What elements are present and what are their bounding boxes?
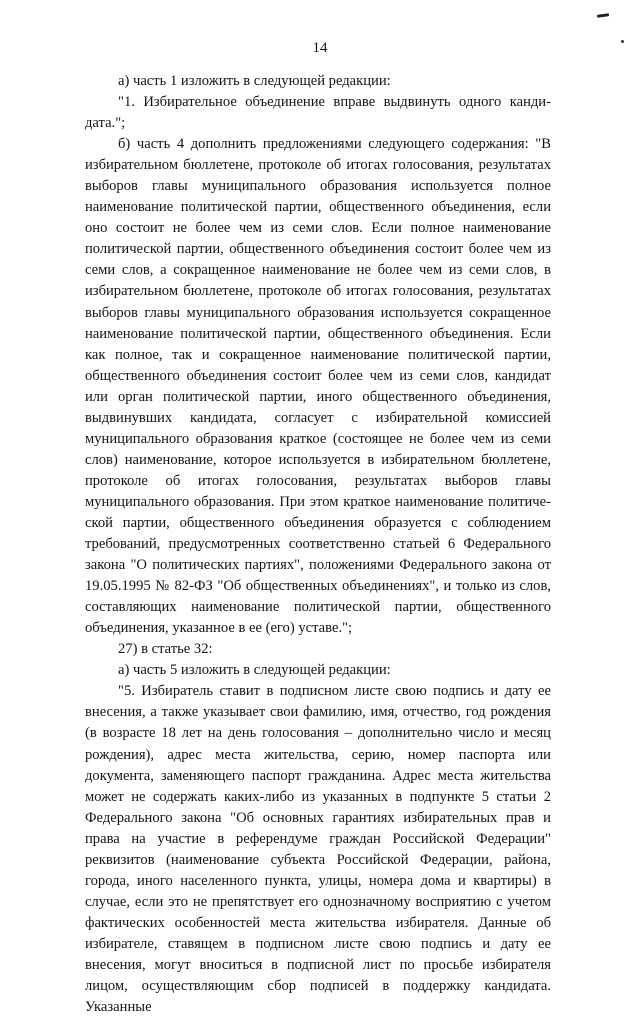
paragraph-part1-heading: а) часть 1 изложить в следующей редакции: bbox=[118, 73, 391, 89]
paragraph-part5-text: "5. Избиратель ставит в подписном листе свою подпись и дату ее внесения, а также указывает свои фамилию, имя, отчество, год рождения (в возрасте 18 лет на день голосования – дополнительно число и месяц рождения), адрес места жительства, серию, номер паспорта или документа, заменяющего паспорт гражданина. Адрес места жительства может не содержать каких-либо из указанных в подпункте 5 статьи 2 Федерального закона "Об основных гарантиях избирательных прав и права на участие в референдуме граждан Российской Федерации" реквизитов (наименование субъекта Российской Федерации, района, города, иного населенного пункта, улицы, номера дома и квартиры) в случае, если это не препятствует его однозначному восприятию с учетом фактических особенностей места жительства избирателя. Данные об избирателе, ставящем в подписном листе свою подпись и дату ее внесения, могут вноситься в подписной лист по просьбе избирателя лицом, осуществляющим сбор подписей в поддержку кандидата. Указанные bbox=[85, 683, 551, 1016]
corner-mark bbox=[597, 13, 609, 18]
page-number: 14 bbox=[312, 40, 328, 56]
paragraph-article32: 27) в статье 32: bbox=[118, 641, 213, 658]
paragraph-part1-text: "1. Избирательное объединение вправе выдвинуть одного кандидата."; bbox=[85, 94, 551, 132]
document-body bbox=[85, 71, 551, 1018]
paragraph-part5-heading: а) часть 5 изложить в следующей редакции: bbox=[118, 662, 391, 679]
paragraph-part4-amendment: б) часть 4 дополнить предложениями следующего содержания: "В избирательном бюллетене, протоколе об итогах голосования, результатах выборов главы муниципального образования используется полное наименование политической партии, общественного объединения, если оно состоит не более чем из семи слов. Если полное наименование политической партии, общественного объединения состоит более чем из семи слов, а сокращенное наименование не более чем из семи слов, в избирательном бюллетене, протоколе об итогах голосования, результатах выборов главы муниципального образования используется сокращенное наименование политической партии, общественного объединения. Если как полное, так и сокращенное наименование политической партии, общественного объединения состоит более чем из семи слов, кандидат или орган политической партии, иного общественного объединения, выдвинувших кандидата, согласует с избирательной комиссией муниципального образования краткое (состоящее не более чем из семи слов) наименование, которое используется в избирательном бюллетене, протоколе об итогах голосования, результатах выборов главы муниципального образования. При этом краткое наименование политической партии, общественного объединения образуется с соблюдением требований, предусмотренных соответственно статьей 6 Федерального закона "О политических партиях", положениями Федерального закона от 19.05.1995 № 82-ФЗ "Об общественных объединениях", и только из слов, составляющих наименование политической партии, общественного объединения, указанное в ее (его) уставе."; bbox=[85, 136, 551, 637]
